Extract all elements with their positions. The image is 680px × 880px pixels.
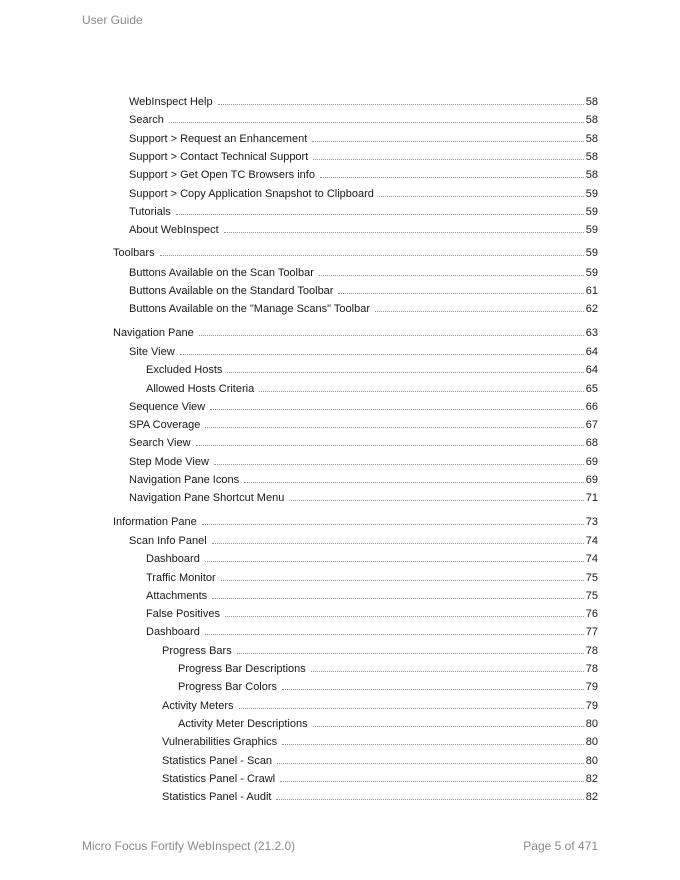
footer-page-number: Page 5 of 471 — [523, 839, 598, 853]
toc-entry-title: Attachments — [146, 589, 208, 602]
toc-entry-title: Site View — [129, 345, 175, 358]
toc-dot-leader — [259, 382, 584, 392]
toc-entry-title: Allowed Hosts Criteria — [146, 382, 255, 395]
toc-entry-title: Progress Bar Descriptions — [178, 663, 306, 675]
toc-entry[interactable] — [129, 284, 598, 298]
toc-entry-page: 66 — [585, 400, 598, 413]
toc-entry-page: 75 — [585, 589, 598, 602]
toc-dot-leader — [196, 436, 584, 446]
toc-entry[interactable] — [129, 168, 598, 182]
toc-entry-page: 82 — [585, 791, 598, 804]
toc-entry-page: 78 — [585, 663, 598, 675]
toc-entry[interactable] — [129, 345, 598, 359]
toc-entry-title: Support > Get Open TC Browsers info — [129, 169, 315, 182]
toc-entry[interactable] — [178, 662, 598, 676]
toc-entry[interactable] — [146, 552, 598, 566]
toc-entry[interactable] — [162, 772, 598, 786]
toc-entry[interactable] — [178, 717, 598, 731]
toc-entry-page: 63 — [585, 326, 598, 339]
toc-entry[interactable] — [129, 436, 598, 450]
toc-dot-leader — [311, 662, 584, 672]
toc-entry-title: Statistics Panel - Crawl — [162, 772, 276, 785]
toc-dot-leader — [199, 326, 584, 336]
toc-entry-title: Step Mode View — [129, 455, 209, 468]
toc-entry[interactable] — [162, 644, 598, 658]
toc-entry[interactable] — [129, 302, 598, 316]
toc-entry-page: 59 — [585, 205, 598, 218]
toc-entry-page: 64 — [585, 345, 598, 358]
toc-entry-title: Navigation Pane Icons — [129, 474, 240, 486]
toc-dot-leader — [212, 589, 584, 599]
toc-entry-page: 76 — [585, 608, 598, 621]
toc-entry-page: 80 — [585, 754, 598, 767]
toc-entry-title: Buttons Available on the Scan Toolbar — [129, 266, 314, 279]
toc-dot-leader — [379, 187, 584, 197]
toc-dot-leader — [244, 473, 584, 483]
toc-dot-leader — [160, 246, 584, 256]
toc-dot-leader — [214, 455, 584, 465]
toc-entry[interactable] — [113, 515, 598, 529]
toc-entry-title: Statistics Panel - Scan — [162, 754, 273, 767]
toc-dot-leader — [205, 552, 584, 562]
toc-dot-leader — [313, 150, 583, 160]
toc-entry-page: 73 — [585, 515, 598, 528]
toc-entry[interactable] — [162, 754, 598, 768]
toc-dot-leader — [180, 345, 584, 355]
toc-entry[interactable] — [146, 589, 598, 603]
toc-entry-title: Information Pane — [113, 515, 197, 528]
toc-entry-title: Activity Meter Descriptions — [178, 717, 308, 730]
toc-dot-leader — [282, 735, 584, 745]
toc-dot-leader — [289, 491, 583, 501]
toc-entry-title: Tutorials — [129, 205, 171, 218]
toc-entry[interactable] — [113, 246, 598, 260]
toc-entry[interactable] — [129, 205, 598, 219]
toc-entry-page: 58 — [585, 169, 598, 182]
toc-dot-leader — [218, 95, 584, 105]
toc-entry-page: 59 — [585, 266, 598, 279]
toc-entry-title: Support > Contact Technical Support — [129, 150, 309, 163]
toc-entry-page: 74 — [585, 534, 598, 547]
toc-dot-leader — [225, 607, 584, 617]
toc-entry-page: 69 — [585, 455, 598, 468]
toc-entry[interactable] — [129, 132, 598, 146]
toc-entry[interactable] — [129, 266, 598, 280]
toc-entry[interactable] — [129, 418, 598, 432]
toc-entry[interactable] — [129, 491, 598, 505]
toc-entry-title: Dashboard — [146, 626, 200, 639]
toc-dot-leader — [176, 205, 584, 215]
toc-entry[interactable] — [146, 571, 598, 585]
toc-entry-title: Progress Bars — [162, 644, 232, 657]
toc-dot-leader — [212, 534, 584, 544]
toc-entry-title: Toolbars — [113, 247, 155, 260]
toc-dot-leader — [205, 625, 584, 635]
toc-entry-page: 69 — [585, 474, 598, 486]
toc-entry-page: 58 — [585, 96, 598, 108]
toc-entry-page: 71 — [585, 492, 598, 505]
toc-entry[interactable] — [129, 223, 598, 237]
toc-entry-title: Navigation Pane — [113, 326, 194, 339]
toc-dot-leader — [224, 223, 584, 233]
toc-dot-leader — [319, 266, 584, 276]
toc-entry-page: 75 — [585, 571, 598, 584]
toc-entry-page: 62 — [585, 303, 598, 316]
toc-entry[interactable] — [162, 699, 598, 713]
toc-entry-page: 80 — [585, 717, 598, 730]
toc-entry-title: WebInspect Help — [129, 96, 213, 108]
toc-dot-leader — [227, 363, 583, 373]
toc-entry[interactable] — [129, 113, 598, 127]
toc-entry-title: Dashboard — [146, 553, 200, 566]
toc-entry-page: 64 — [585, 364, 598, 377]
toc-dot-leader — [320, 168, 584, 178]
toc-entry-page: 65 — [585, 382, 598, 395]
toc-entry-page: 74 — [585, 553, 598, 566]
toc-entry-page: 59 — [585, 224, 598, 237]
toc-entry-title: About WebInspect — [129, 224, 219, 237]
toc-entry-page: 78 — [585, 644, 598, 657]
toc-entry[interactable] — [129, 95, 598, 109]
toc-entry-title: SPA Coverage — [129, 419, 201, 432]
toc-entry-page: 77 — [585, 626, 598, 639]
toc-entry[interactable] — [146, 607, 598, 621]
toc-entry[interactable] — [129, 534, 598, 548]
toc-entry[interactable] — [129, 150, 598, 164]
toc-dot-leader — [280, 772, 584, 782]
toc-entry[interactable] — [113, 326, 598, 340]
toc-entry-page: 67 — [585, 419, 598, 432]
toc-entry-title: Sequence View — [129, 400, 206, 413]
toc-entry-title: Buttons Available on the Standard Toolbar — [129, 285, 334, 297]
footer-product: Micro Focus Fortify WebInspect (21.2.0) — [82, 839, 296, 853]
toc-entry-title: Navigation Pane Shortcut Menu — [129, 492, 285, 505]
toc-dot-leader — [338, 284, 583, 294]
toc-dot-leader — [239, 699, 584, 709]
toc-entry-page: 82 — [585, 772, 598, 785]
toc-entry-page: 58 — [585, 150, 598, 163]
toc-entry[interactable] — [146, 363, 598, 377]
toc-entry-page: 58 — [585, 132, 598, 145]
toc-entry[interactable] — [129, 400, 598, 414]
toc-dot-leader — [375, 302, 584, 312]
toc-entry-title: Buttons Available on the "Manage Scans" Toolbar — [129, 303, 371, 316]
toc-entry-title: Excluded Hosts — [146, 364, 223, 377]
toc-dot-leader — [277, 754, 584, 764]
toc-entry[interactable] — [162, 735, 598, 749]
toc-entry[interactable] — [129, 455, 598, 469]
toc-entry-title: Statistics Panel - Audit — [162, 791, 272, 804]
toc-dot-leader — [202, 515, 584, 525]
toc-dot-leader — [169, 113, 584, 123]
toc-entry[interactable] — [129, 187, 598, 201]
toc-entry-title: Vulnerabilities Graphics — [162, 736, 278, 749]
toc-entry-title: Traffic Monitor — [146, 571, 216, 584]
toc-dot-leader — [221, 571, 584, 581]
toc-entry-page: 58 — [585, 114, 598, 127]
toc-entry-page: 68 — [585, 437, 598, 450]
toc-dot-leader — [276, 790, 583, 800]
toc-entry-page: 59 — [585, 187, 598, 200]
toc-dot-leader — [312, 132, 583, 142]
toc-entry-page: 79 — [585, 681, 598, 694]
toc-entry-title: Progress Bar Colors — [178, 681, 278, 694]
toc-entry[interactable] — [162, 790, 598, 804]
toc-dot-leader — [282, 680, 584, 690]
toc-entry-title: Support > Request an Enhancement — [129, 132, 308, 145]
toc-entry[interactable] — [129, 473, 598, 487]
toc-entry-page: 61 — [585, 285, 598, 297]
toc-entry-page: 59 — [585, 247, 598, 260]
running-header: User Guide — [82, 13, 143, 27]
toc-entry[interactable] — [178, 680, 598, 694]
toc-dot-leader — [237, 644, 584, 654]
toc-entry[interactable] — [146, 382, 598, 396]
toc-entry-page: 79 — [585, 699, 598, 712]
toc-dot-leader — [313, 717, 584, 727]
toc-entry-title: Search — [129, 114, 164, 127]
toc-entry[interactable] — [146, 625, 598, 639]
toc-entry-title: Activity Meters — [162, 699, 234, 712]
toc-entry-title: Search View — [129, 437, 191, 450]
toc-entry-title: Scan Info Panel — [129, 534, 207, 547]
toc-entry-title: Support > Copy Application Snapshot to Clipboard — [129, 187, 374, 200]
toc-dot-leader — [210, 400, 584, 410]
toc-entry-title: False Positives — [146, 608, 220, 621]
toc-dot-leader — [205, 418, 583, 428]
toc-entry-page: 80 — [585, 736, 598, 749]
